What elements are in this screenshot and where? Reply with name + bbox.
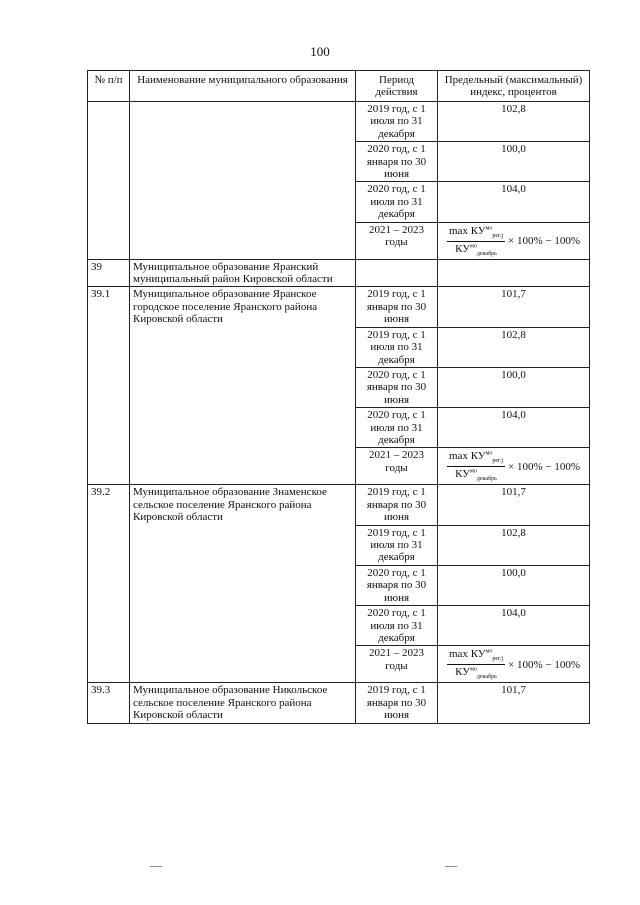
index-formula: $\frac{\max КУ^{мо}_{рег.j}}{КУ^{мо}_{декабрь}}$ × 100% − 100% [449, 224, 580, 257]
row-name: Муниципальное образование Никольское сельское поселение Яранского района Кировской области [130, 683, 356, 723]
row-name: Муниципальное образование Знаменское сельское поселение Яранского района Кировской области [130, 485, 356, 683]
row-formula-cell [438, 222, 590, 259]
row-period: 2020 год, с 1 июля по 31 декабря [356, 182, 438, 222]
table-row [88, 683, 590, 723]
header-num: № п/п [88, 71, 130, 102]
table-row [88, 101, 590, 141]
row-value [438, 259, 590, 287]
row-period: 2020 год, с 1 января по 30 июня [356, 142, 438, 182]
table-row [88, 287, 590, 327]
row-period: 2019 год, с 1 января по 30 июня [356, 683, 438, 723]
page-number: 100 [310, 44, 330, 59]
row-value: 100,0 [438, 367, 590, 407]
table-header-row [88, 71, 590, 102]
row-period: 2019 год, с 1 июля по 31 декабря [356, 101, 438, 141]
row-num: 39.1 [88, 287, 130, 485]
table-row [88, 259, 590, 287]
row-period: 2021 – 2023 годы [356, 448, 438, 485]
row-value: 101,7 [438, 683, 590, 723]
row-period: 2020 год, с 1 января по 30 июня [356, 565, 438, 605]
scan-mark [445, 866, 457, 867]
row-period: 2021 – 2023 годы [356, 646, 438, 683]
row-value: 102,8 [438, 525, 590, 565]
row-num: 39.2 [88, 485, 130, 683]
header-period: Период действия [356, 71, 438, 102]
row-name: Муниципальное образование Яранский муниципальный район Кировской области [130, 259, 356, 287]
row-value: 100,0 [438, 142, 590, 182]
header-index: Предельный (максимальный) индекс, процентов [438, 71, 590, 102]
row-value: 101,7 [438, 485, 590, 525]
row-value: 104,0 [438, 182, 590, 222]
tariff-index-table [87, 70, 590, 724]
row-period: 2021 – 2023 годы [356, 222, 438, 259]
index-formula: $\frac{\max КУ^{мо}_{рег.j}}{КУ^{мо}_{декабрь}}$ × 100% − 100% [449, 648, 580, 681]
row-period: 2020 год, с 1 июля по 31 декабря [356, 606, 438, 646]
row-value: 104,0 [438, 606, 590, 646]
row-name: Муниципальное образование Яранское городское поселение Яранского района Кировской области [130, 287, 356, 485]
row-value: 100,0 [438, 565, 590, 605]
table-row [88, 485, 590, 525]
row-name [130, 101, 356, 259]
row-value: 101,7 [438, 287, 590, 327]
row-value: 102,8 [438, 327, 590, 367]
row-period [356, 259, 438, 287]
index-formula: $\frac{\max КУ^{мо}_{рег.j}}{КУ^{мо}_{декабрь}}$ × 100% − 100% [449, 450, 580, 483]
row-num: 39 [88, 259, 130, 287]
scan-mark [150, 866, 162, 867]
row-period: 2020 год, с 1 июля по 31 декабря [356, 408, 438, 448]
row-num: 39.3 [88, 683, 130, 723]
row-formula-cell [438, 448, 590, 485]
row-period: 2020 год, с 1 января по 30 июня [356, 367, 438, 407]
row-formula-cell [438, 646, 590, 683]
row-period: 2019 год, с 1 января по 30 июня [356, 287, 438, 327]
row-num [88, 101, 130, 259]
row-period: 2019 год, с 1 июля по 31 декабря [356, 327, 438, 367]
header-name: Наименование муниципального образования [130, 71, 356, 102]
row-period: 2019 год, с 1 июля по 31 декабря [356, 525, 438, 565]
row-value: 102,8 [438, 101, 590, 141]
row-period: 2019 год, с 1 января по 30 июня [356, 485, 438, 525]
row-value: 104,0 [438, 408, 590, 448]
